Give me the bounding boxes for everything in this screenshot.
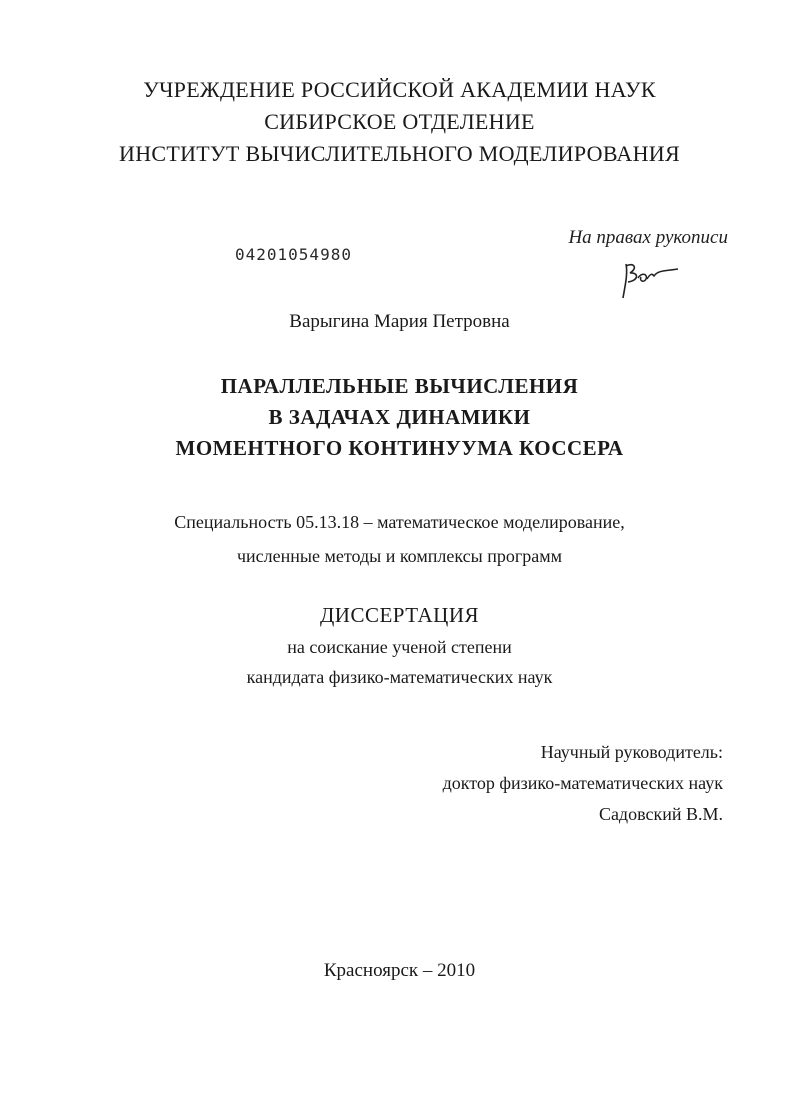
title-line: ПАРАЛЛЕЛЬНЫЕ ВЫЧИСЛЕНИЯ bbox=[220, 374, 579, 398]
title-line: В ЗАДАЧАХ ДИНАМИКИ bbox=[268, 405, 531, 429]
registration-number: 04201054980 bbox=[235, 245, 352, 264]
dissertation-block bbox=[0, 603, 799, 692]
author-name: Варыгина Мария Петровна bbox=[289, 311, 510, 332]
organization-block bbox=[0, 74, 799, 170]
organization-line: ИНСТИТУТ ВЫЧИСЛИТЕЛЬНОГО МОДЕЛИРОВАНИЯ bbox=[119, 141, 680, 166]
dissertation-heading: ДИССЕРТАЦИЯ bbox=[319, 603, 480, 627]
manuscript-rights-note: На правах рукописи bbox=[568, 227, 728, 248]
specialty-line: Специальность 05.13.18 – математическое моделирование, bbox=[174, 512, 625, 532]
dissertation-title bbox=[0, 371, 799, 464]
title-line: МОМЕНТНОГО КОНТИНУУМА КОССЕРА bbox=[175, 436, 624, 460]
advisor-block bbox=[443, 737, 723, 830]
specialty-line: численные методы и комплексы программ bbox=[236, 546, 563, 566]
advisor-name: Садовский В.М. bbox=[598, 804, 723, 824]
degree-line: кандидата физико-математических наук bbox=[246, 667, 553, 687]
signature-icon bbox=[618, 258, 682, 304]
organization-line: УЧРЕЖДЕНИЕ РОССИЙСКОЙ АКАДЕМИИ НАУК bbox=[143, 77, 656, 102]
advisor-degree: доктор физико-математических наук bbox=[442, 773, 723, 793]
degree-line: на соискание ученой степени bbox=[287, 637, 512, 657]
advisor-label: Научный руководитель: bbox=[540, 742, 723, 762]
specialty-block bbox=[0, 505, 799, 573]
city-year: Красноярск – 2010 bbox=[323, 960, 476, 981]
organization-line: СИБИРСКОЕ ОТДЕЛЕНИЕ bbox=[264, 109, 535, 134]
